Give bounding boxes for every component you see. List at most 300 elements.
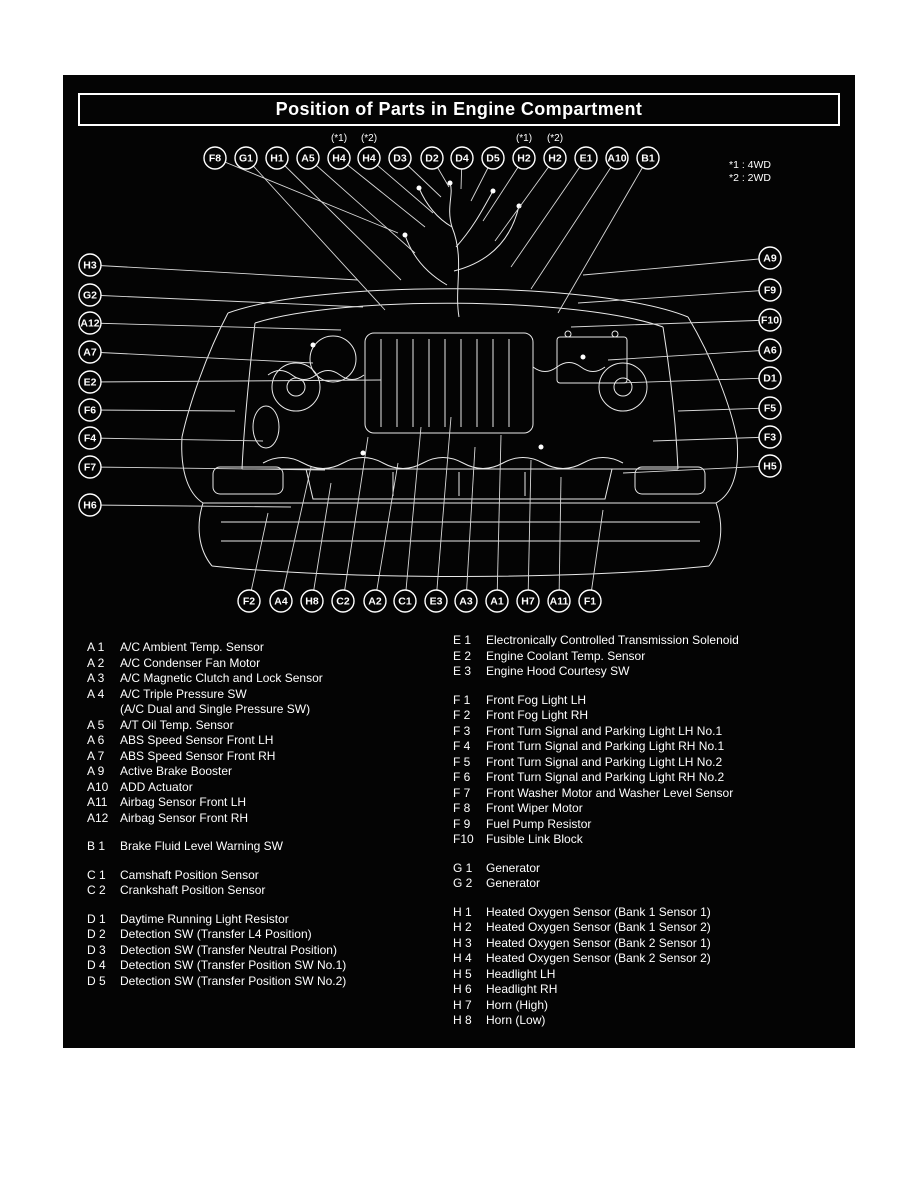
leader-line-h6-24 [90, 505, 291, 507]
legend-code: B 1 [87, 839, 106, 853]
legend-code: A 7 [87, 748, 105, 763]
callout-d1-29 [759, 367, 781, 389]
legend-code: F 2 [453, 708, 471, 722]
legend-row-a12 [87, 811, 453, 827]
legend-row-f5 [453, 755, 835, 771]
legend-label: Headlight RH [486, 982, 558, 996]
leader-line-a6-28 [608, 350, 770, 360]
callout-label: D1 [763, 372, 777, 385]
legend-code: H 5 [453, 966, 472, 981]
callout-b1-15 [637, 147, 659, 169]
battery-terminal [612, 331, 618, 337]
bay-right-line [663, 327, 678, 469]
legend-label: Brake Fluid Level Warning SW [120, 839, 283, 853]
legend-label: (A/C Dual and Single Pressure SW) [120, 702, 311, 716]
legend-code: A 6 [87, 733, 105, 747]
callout-h2-12 [544, 133, 566, 169]
legend-code: D 4 [87, 958, 106, 972]
callout-f4-22 [79, 427, 101, 449]
connector-dot [581, 355, 586, 360]
callout-h2-11 [513, 133, 535, 169]
legend-code: A 1 [87, 640, 105, 654]
callout-e2-20 [79, 371, 101, 393]
leader-line-f2-33 [249, 513, 268, 601]
legend-label: Fuel Pump Resistor [486, 816, 592, 831]
legend-column-right [453, 633, 835, 1042]
callout-label: A4 [274, 595, 288, 608]
callout-label: H5 [763, 460, 777, 473]
callout-note: (*1) [330, 133, 348, 144]
legend-code: E 1 [453, 633, 472, 647]
harness-wave-right [533, 363, 605, 372]
legend-group [87, 839, 453, 855]
callout-a1-41 [486, 590, 508, 612]
callout-f3-31 [759, 426, 781, 448]
callout-label: H6 [83, 499, 97, 512]
legend-label: Engine Hood Courtesy SW [486, 664, 630, 678]
callout-label: H7 [521, 595, 535, 608]
callout-note: (*1) [515, 133, 533, 144]
leader-line-a7-19 [90, 352, 313, 363]
callout-d3-7 [389, 147, 411, 169]
legend-group [453, 905, 835, 1029]
legend-code: D 3 [87, 942, 106, 957]
valve-cover [365, 333, 533, 433]
legend-row-d5 [87, 974, 453, 990]
legend-code: G 1 [453, 860, 473, 875]
leader-line-a5-4 [308, 158, 415, 253]
battery-terminal [565, 331, 571, 337]
legend-code: A 3 [87, 671, 105, 685]
legend-group [87, 868, 453, 899]
callout-f10-27 [759, 309, 781, 331]
legend-row-f7 [453, 786, 835, 802]
legend-row-a3 [87, 671, 453, 687]
legend-code: G 2 [453, 876, 473, 890]
legend-row-f1 [453, 693, 835, 709]
callout-h8-35 [301, 590, 323, 612]
leader-line-f1-44 [590, 510, 603, 601]
strut-tower-right [599, 363, 647, 411]
callout-label: H2 [548, 152, 562, 165]
callout-label: H4 [332, 152, 346, 165]
callout-label: E2 [83, 376, 97, 389]
callout-label: F5 [763, 402, 777, 415]
legend-row-h3 [453, 936, 835, 952]
legend-label: Active Brake Booster [120, 764, 233, 778]
harness-branch-2 [456, 191, 493, 247]
legend-code: E 3 [453, 664, 472, 678]
callout-label: G1 [238, 152, 254, 165]
callout-h6-24 [79, 494, 101, 516]
legend-code: D 2 [87, 927, 106, 941]
legend-label: A/C Magnetic Clutch and Lock Sensor [120, 671, 323, 685]
legend-code [87, 702, 120, 718]
legend-row-h1 [453, 905, 835, 921]
leader-line-g1-2 [246, 158, 385, 310]
legend-label: ADD Actuator [120, 779, 193, 794]
leader-line-h7-42 [528, 460, 531, 601]
callout-label: F2 [242, 595, 256, 608]
callout-a6-28 [759, 339, 781, 361]
legend-label: ABS Speed Sensor Front LH [120, 733, 274, 747]
callout-note: (*2) [546, 133, 564, 144]
legend-code: H 2 [453, 920, 472, 934]
legend-code: F 6 [453, 770, 471, 784]
legend-label: Detection SW (Transfer L4 Position) [120, 927, 312, 941]
legend-row-f10 [453, 832, 835, 848]
leader-line-f10-27 [571, 320, 770, 327]
callout-label: H4 [362, 152, 376, 165]
callout-a7-19 [79, 341, 101, 363]
callout-label: D5 [486, 152, 500, 165]
legend-code: F 7 [453, 785, 471, 800]
legend-label: Horn (Low) [486, 1013, 546, 1027]
legend-label: Detection SW (Transfer Neutral Position) [120, 942, 337, 957]
legend-group [87, 912, 453, 990]
callout-f2-33 [238, 590, 260, 612]
legend-code: A 5 [87, 717, 105, 732]
callout-label: A10 [607, 152, 627, 165]
legend-row-h6 [453, 982, 835, 998]
callout-g2-17 [79, 284, 101, 306]
callout-label: A3 [459, 595, 473, 608]
callout-label: H3 [83, 259, 97, 272]
leader-line-f3-31 [653, 437, 770, 441]
leader-line-h3-16 [90, 265, 358, 280]
legend-label: Horn (High) [486, 997, 549, 1012]
legend-row-d1 [87, 912, 453, 928]
callout-c2-36 [332, 590, 354, 612]
legend-row-a4 [87, 687, 453, 703]
callout-label: C1 [398, 595, 412, 608]
legend-label: Heated Oxygen Sensor (Bank 2 Sensor 2) [486, 951, 711, 965]
strut-cap [614, 378, 632, 396]
leader-line-b1-15 [558, 158, 648, 313]
leader-line-a11-43 [559, 477, 561, 601]
legend-row-f3 [453, 724, 835, 740]
callout-label: F7 [83, 461, 97, 474]
callout-label: A6 [763, 344, 777, 357]
washer-reservoir [253, 406, 279, 448]
legend-label: Front Fog Light LH [486, 692, 587, 707]
legend-row-f8 [453, 801, 835, 817]
callout-label: F3 [763, 431, 777, 444]
callout-label: B1 [641, 152, 655, 165]
callout-a11-43 [548, 590, 570, 612]
legend-row-f4 [453, 739, 835, 755]
battery [557, 331, 627, 383]
legend-label: Fusible Link Block [486, 832, 583, 846]
legend-row-a6 [87, 733, 453, 749]
legend-row-f2 [453, 708, 835, 724]
legend-row-a5 [87, 718, 453, 734]
legend-label: Front Wiper Motor [486, 801, 583, 815]
callout-label: A9 [763, 252, 777, 265]
callout-label: F10 [760, 314, 780, 327]
callout-a5-4 [297, 147, 319, 169]
callout-f6-21 [79, 399, 101, 421]
legend-code: H 4 [453, 951, 472, 965]
callout-label: F6 [83, 404, 97, 417]
strut-ring [599, 363, 647, 411]
legend-label: Front Turn Signal and Parking Light LH No.2 [486, 754, 723, 769]
legend-code: E 2 [453, 648, 472, 663]
legend-code: F 5 [453, 754, 471, 769]
legend-label: Heated Oxygen Sensor (Bank 2 Sensor 1) [486, 935, 711, 950]
legend-group [453, 861, 835, 892]
legend-code: F 8 [453, 801, 471, 815]
callout-f1-44 [579, 590, 601, 612]
legend-code: F 3 [453, 723, 471, 738]
callout-h5-32 [759, 455, 781, 477]
callout-f7-23 [79, 456, 101, 478]
bumper-right [709, 503, 721, 566]
left-fender-front [182, 437, 203, 503]
callout-e1-13 [575, 147, 597, 169]
callout-label: A5 [301, 152, 315, 165]
legend-label: Front Turn Signal and Parking Light LH No.1 [486, 723, 723, 738]
right-fender-line [688, 317, 737, 439]
leader-line-g2-17 [90, 295, 363, 307]
legend-label: Front Fog Light RH [486, 708, 589, 722]
legend-row-f9 [453, 817, 835, 833]
harness-branch-4 [405, 235, 447, 285]
callout-label: F9 [763, 284, 777, 297]
leader-line-h4-5 [339, 158, 425, 227]
grille [306, 469, 612, 499]
legend-label: Generator [486, 876, 541, 890]
legend-row-e3 [453, 664, 835, 680]
legend-label: ABS Speed Sensor Front RH [120, 748, 276, 763]
legend-label: Heated Oxygen Sensor (Bank 1 Sensor 1) [486, 904, 711, 919]
legend-row-d4 [87, 958, 453, 974]
legend-label: Front Turn Signal and Parking Light RH No.1 [486, 739, 725, 753]
connector-dot [448, 181, 453, 186]
callout-h4-5 [328, 133, 350, 169]
harness-trunk [450, 183, 459, 317]
legend-code: A10 [87, 779, 109, 794]
legend-label: Detection SW (Transfer Position SW No.1) [120, 958, 347, 972]
legend-code: H 8 [453, 1013, 472, 1027]
legend-row-a10 [87, 780, 453, 796]
leader-line-f5-30 [678, 408, 770, 411]
legend-label: Detection SW (Transfer Position SW No.2) [120, 973, 347, 988]
note-2wd: *2 : 2WD [729, 172, 772, 184]
callout-label: A1 [490, 595, 504, 608]
bumper-left [199, 503, 212, 566]
callout-a10-14 [606, 147, 628, 169]
air-cleaner [310, 336, 356, 382]
callout-label: A11 [549, 595, 569, 608]
callout-label: F8 [208, 152, 222, 165]
connector-dot [539, 445, 544, 450]
callout-label: H2 [517, 152, 531, 165]
legend-code: F10 [453, 832, 474, 846]
legend-code: C 2 [87, 883, 106, 897]
callout-f8-1 [204, 147, 226, 169]
legend-code: A11 [87, 795, 108, 809]
callout-note: (*2) [360, 133, 378, 144]
harness-wave-front [263, 458, 623, 469]
legend-code: D 5 [87, 973, 106, 988]
legend-column-left [87, 640, 453, 1042]
callout-a4-34 [270, 590, 292, 612]
callout-h4-6 [358, 133, 380, 169]
legend-label: A/C Triple Pressure SW [120, 686, 247, 701]
leader-line-e3-39 [436, 417, 451, 601]
legend-label: Camshaft Position Sensor [120, 867, 259, 882]
legend-code: C 1 [87, 867, 106, 882]
callout-label: A2 [368, 595, 382, 608]
wiring-harness [263, 181, 623, 469]
callout-h7-42 [517, 590, 539, 612]
legend-code: D 1 [87, 911, 106, 926]
legend-group [453, 693, 835, 848]
leader-line-f6-21 [90, 410, 235, 411]
callout-d4-9 [451, 147, 473, 169]
callout-label: A12 [80, 317, 100, 330]
front-bumper [199, 503, 721, 577]
legend-row-h8 [453, 1013, 835, 1029]
legend-code: F 4 [453, 739, 471, 753]
callout-a3-40 [455, 590, 477, 612]
legend-row-c2 [87, 883, 453, 899]
leader-line-h8-35 [312, 483, 331, 601]
parts-legend [87, 633, 835, 1042]
callout-label: F1 [583, 595, 597, 608]
leader-line-f4-22 [90, 438, 263, 441]
legend-code: H 1 [453, 904, 472, 919]
legend-group [87, 640, 453, 826]
leader-line-f9-26 [578, 290, 770, 303]
connector-dot [491, 189, 496, 194]
legend-label: Front Washer Motor and Washer Level Sensor [486, 785, 734, 800]
legend-label: Generator [486, 860, 541, 875]
leader-line-h1-3 [277, 158, 401, 280]
callout-label: C2 [336, 595, 350, 608]
legend-row-b1 [87, 839, 453, 855]
callout-label: F4 [83, 432, 97, 445]
leader-line-a9-25 [583, 258, 770, 275]
leader-line-a2-37 [375, 463, 398, 601]
legend-label: Crankshaft Position Sensor [120, 883, 266, 897]
leader-line-a12-18 [90, 323, 341, 330]
legend-row-a7 [87, 749, 453, 765]
legend-row-a11 [87, 795, 453, 811]
callout-c1-38 [394, 590, 416, 612]
engine-block [365, 333, 533, 433]
legend-code: A12 [87, 810, 109, 825]
callout-d2-8 [421, 147, 443, 169]
legend-row-a1 [87, 640, 453, 656]
legend-code: A 9 [87, 764, 105, 778]
leader-line-c1-38 [405, 427, 421, 601]
battery-case [557, 337, 627, 383]
callout-label: E1 [579, 152, 593, 165]
leader-lines-layer [90, 158, 770, 601]
manual-page [63, 75, 855, 1048]
legend-row-e2 [453, 649, 835, 665]
right-fender-front [716, 439, 738, 503]
callout-label: E3 [429, 595, 443, 608]
leader-line-e1-13 [511, 158, 586, 267]
legend-label: A/C Ambient Temp. Sensor [120, 640, 264, 654]
grille-slats [393, 472, 525, 496]
legend-row-a2 [87, 656, 453, 672]
connector-dot [403, 233, 408, 238]
legend-row-g2 [453, 876, 835, 892]
left-fender-line [182, 313, 228, 437]
callout-g1-2 [235, 147, 257, 169]
legend-code: H 7 [453, 997, 472, 1012]
legend-row-f6 [453, 770, 835, 786]
legend-row-d3 [87, 943, 453, 959]
connector-dot [361, 451, 366, 456]
callout-f9-26 [759, 279, 781, 301]
legend-label: Headlight LH [486, 966, 556, 981]
note-4wd: *1 : 4WD [729, 159, 772, 171]
legend-label: Engine Coolant Temp. Sensor [486, 648, 646, 663]
legend-row-h5 [453, 967, 835, 983]
legend-row-d2 [87, 927, 453, 943]
leader-line-a4-34 [281, 467, 311, 601]
callout-label: H1 [270, 152, 284, 165]
legend-code: H 3 [453, 935, 472, 950]
legend-code: F 1 [453, 692, 471, 707]
legend-label: Front Turn Signal and Parking Light RH No.2 [486, 770, 725, 784]
page-title: Position of Parts in Engine Compartment [275, 99, 643, 119]
leader-line-a10-14 [531, 158, 617, 289]
legend-code: A 2 [87, 655, 105, 670]
leader-line-d1-29 [618, 378, 770, 383]
legend-group [453, 633, 835, 680]
legend-row-c1 [87, 868, 453, 884]
legend-label: A/C Condenser Fan Motor [120, 655, 261, 670]
callout-e3-39 [425, 590, 447, 612]
leader-line-h2-12 [495, 158, 555, 241]
callout-label: A7 [83, 346, 97, 359]
callout-label: G2 [82, 289, 98, 302]
legend-label: Airbag Sensor Front LH [120, 795, 247, 809]
callout-f5-30 [759, 397, 781, 419]
legend-row-a9 [87, 764, 453, 780]
legend-label: Daytime Running Light Resistor [120, 911, 289, 926]
callout-label: D2 [425, 152, 439, 165]
callout-a9-25 [759, 247, 781, 269]
legend-row-g1 [453, 861, 835, 877]
callout-h1-3 [266, 147, 288, 169]
legend-label: Electronically Controlled Transmission Solenoid [486, 633, 739, 647]
callout-d5-10 [482, 147, 504, 169]
legend-label: Airbag Sensor Front RH [120, 810, 249, 825]
legend-row-h4 [453, 951, 835, 967]
callout-markers-layer [79, 133, 781, 612]
legend-code: H 6 [453, 982, 472, 996]
legend-label: Heated Oxygen Sensor (Bank 1 Sensor 2) [486, 920, 711, 934]
callout-label: H8 [305, 595, 319, 608]
legend-row-sub [87, 702, 453, 718]
legend-row-e1 [453, 633, 835, 649]
callout-h3-16 [79, 254, 101, 276]
legend-code: A 4 [87, 686, 105, 701]
valve-cover-ribs [381, 339, 509, 427]
callout-a2-37 [364, 590, 386, 612]
bay-left-line [242, 323, 255, 469]
connector-dot [417, 186, 422, 191]
engine-compartment-illustration [182, 181, 738, 577]
leader-line-a3-40 [466, 447, 475, 601]
